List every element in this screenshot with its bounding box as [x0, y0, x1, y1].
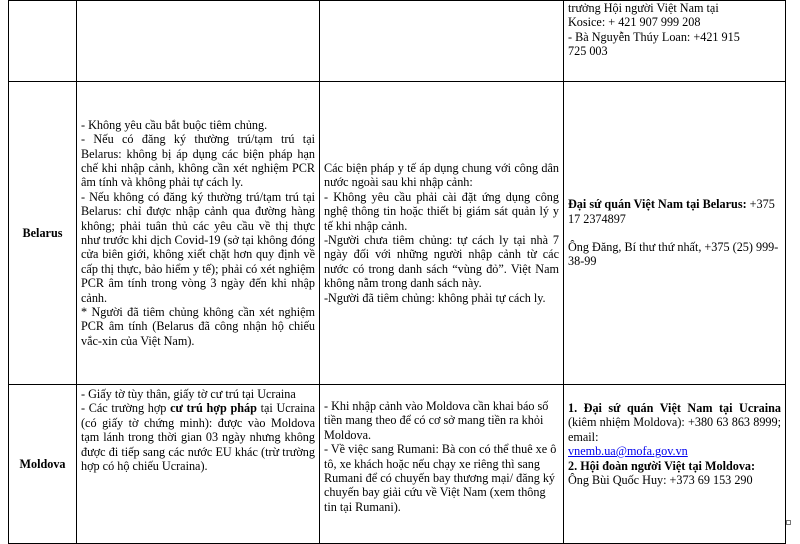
contact-line: - Bà Nguyễn Thúy Loan: +421 915 [568, 29, 740, 44]
entry-requirements-table [8, 0, 786, 544]
contact-line: Kosice: + 421 907 999 208 [568, 15, 701, 30]
country-cell [9, 1, 77, 82]
measures-cell [320, 82, 564, 385]
embassy-details: (kiêm nhiệm Moldova): +380 63 863 8999; email: [568, 415, 781, 444]
requirement-text: - Các trường hợp [81, 401, 171, 416]
table-resize-handle[interactable] [786, 520, 791, 525]
table-row-belarus [9, 82, 786, 385]
contact-line: trưởng Hội người Việt Nam tại [568, 1, 719, 15]
contact-cell [564, 385, 786, 544]
table-row-previous-country [9, 1, 786, 82]
association-title: 2. Hội đoàn người Việt tại Moldova: [568, 458, 756, 473]
requirements-cell [77, 82, 320, 385]
table-row-moldova [9, 385, 786, 544]
association-person: Ông Bùi Quốc Huy: +373 69 153 290 [568, 473, 753, 488]
measures-cell [320, 1, 564, 82]
requirement-text: tại Ucraina (có giấy tờ chứng minh): được vào Moldova tạm lánh trong thời gian 03 ngày nhưng không được đi tiếp sang các nước EU khác (trừ trường hợp có hộ chiếu Ucraina). [81, 401, 316, 474]
spacer [568, 226, 781, 240]
requirement-item: * Người đã tiêm chủng không cần xét nghiệm PCR âm tính (Belarus đã công nhận hộ chiếu vắc-xin của Việt Nam). [81, 305, 315, 348]
measure-item: -Người đã tiêm chủng: không phải tự cách ly. [324, 290, 546, 305]
contact-cell [564, 82, 786, 385]
contact-person: Ông Đăng, Bí thư thứ nhất, +375 (25) 999-38-99 [568, 240, 779, 269]
embassy-email-link[interactable]: vnemb.ua@mofa.gov.vn [568, 444, 688, 459]
measure-item: -Người chưa tiêm chủng: tự cách ly tại nhà 7 ngày đối với những người nhập cảnh từ các nước có trong danh sách “vùng đỏ”. Việt Nam không nằm trong danh sách này. [324, 233, 559, 291]
measure-item: - Không yêu cầu phải cài đặt ứng dụng công nghệ thông tin hoặc thiết bị giám sát quản lý y tế khi nhập cảnh. [324, 189, 559, 233]
requirement-item: - Giấy tờ tùy thân, giấy tờ cư trú tại Ucraina [81, 387, 296, 401]
measure-item: Các biện pháp y tế áp dụng chung với công dân nước ngoài sau khi nhập cảnh: [324, 160, 559, 190]
country-cell: Moldova [9, 385, 77, 544]
requirement-item: - Nếu có đăng ký thường trú/tạm trú tại Belarus: không bị áp dụng các biện pháp hạn chế khi nhập cảnh, không cần xét nghiệm PCR âm tính và không phải tự cách ly. [81, 132, 315, 190]
requirement-item: - Không yêu cầu bắt buộc tiêm chủng. [81, 117, 268, 132]
embassy-title: 1. Đại sứ quán Việt Nam tại Ucraina [568, 401, 781, 415]
requirements-cell [77, 385, 320, 544]
requirement-item: - Nếu không có đăng ký thường trú/tạm trú tại Belarus: chỉ được nhập cảnh qua đường hàng không; phải tuân thủ các yêu cầu về thị thực như trước khi dịch Covid-19 (sở tại không đóng cửa biên giới, không xiết chặt hơn quy định về cấp thị thực, bảo hiểm y tế); phải có xét nghiệm PCR âm tính trong vòng 3 ngày đến khi nhập cảnh. [81, 189, 315, 305]
measure-item: - Về việc sang Rumani: Bà con có thể thuê xe ô tô, xe khách hoặc nếu chạy xe riêng thì sang Rumani để có chuyến bay thương mại/ đăng ký chuyến bay giải cứu về Việt Nam (xem thông tin tại Rumani). [324, 442, 557, 514]
embassy-phone: +375 17 2374897 [568, 197, 775, 226]
country-cell: Belarus [9, 82, 77, 385]
contact-line: 725 003 [568, 44, 608, 59]
contact-cell [564, 1, 786, 82]
requirement-item [81, 401, 315, 473]
legal-residence-label: cư trú hợp pháp [170, 401, 257, 416]
embassy-contact [568, 197, 781, 226]
embassy-title: Đại sứ quán Việt Nam tại Belarus: [568, 197, 747, 212]
embassy-contact [568, 401, 781, 444]
requirements-cell [77, 1, 320, 82]
measure-item: - Khi nhập cảnh vào Moldova cần khai báo số tiền mang theo để có cơ sở mang tiền ra khỏi Moldova. [324, 399, 549, 442]
measures-cell [320, 385, 564, 544]
